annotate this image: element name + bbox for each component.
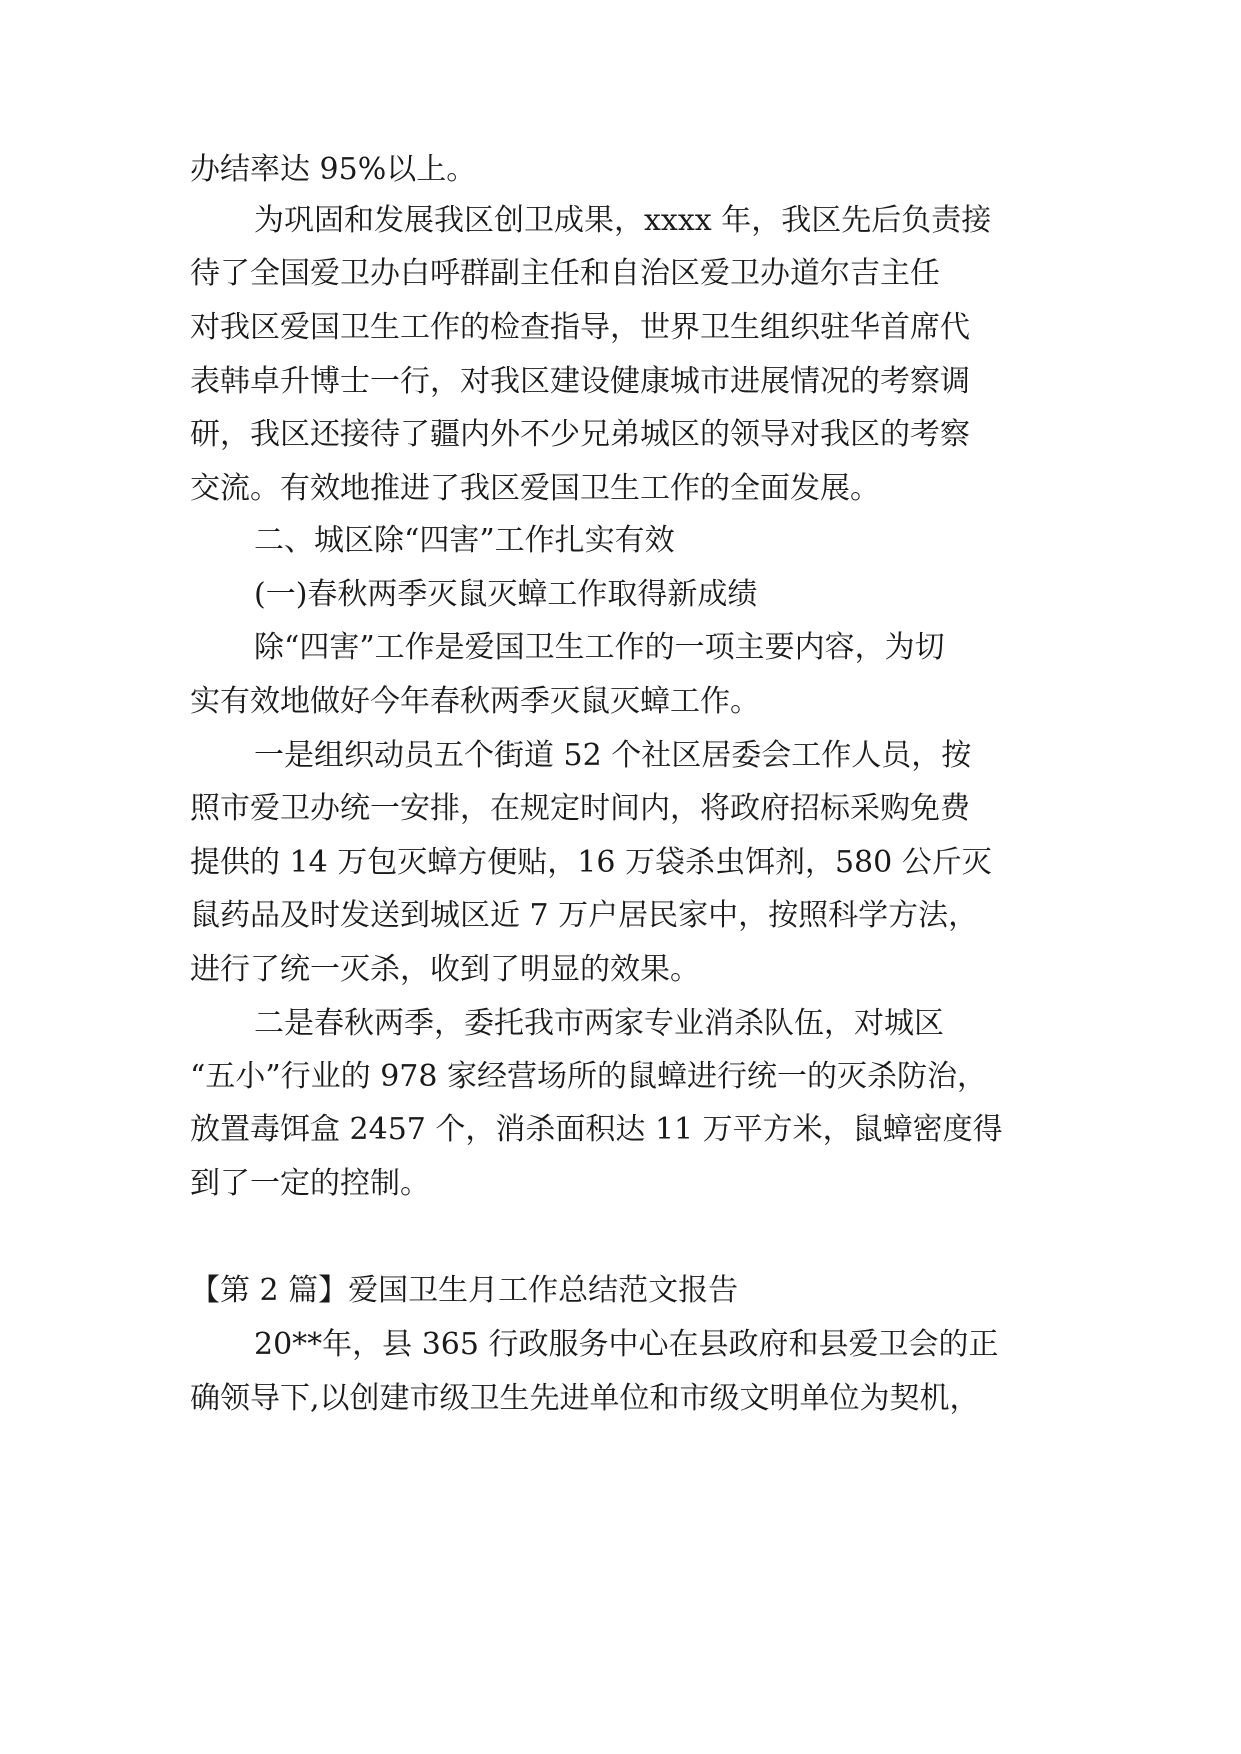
paragraph-line: 对我区爱国卫生工作的检查指导，世界卫生组织驻华首席代 (190, 310, 970, 345)
paragraph-line: 二是春秋两季，委托我市两家专业消杀队伍，对城区 (254, 1006, 944, 1041)
paragraph-line: “五小”行业的 978 家经营场所的鼠蟑进行统一的灭杀防治， (190, 1059, 988, 1094)
paragraph-line: 照市爱卫办统一安排，在规定时间内，将政府招标采购免费 (190, 791, 970, 826)
paragraph-line: 进行了统一灭杀，收到了明显的效果。 (190, 952, 700, 987)
paragraph-line: 确领导下,以创建市级卫生先进单位和市级文明单位为契机， (190, 1381, 980, 1416)
paragraph-line: 待了全国爱卫办白呼群副主任和自治区爱卫办道尔吉主任 (190, 256, 940, 291)
paragraph-line: 到了一定的控制。 (190, 1166, 430, 1201)
paragraph-line: 20**年，县 365 行政服务中心在县政府和县爱卫会的正 (254, 1327, 999, 1362)
paragraph-line: 鼠药品及时发送到城区近 7 万户居民家中，按照科学方法， (190, 898, 979, 933)
paragraph-line: 一是组织动员五个街道 52 个社区居委会工作人员，按 (254, 738, 972, 773)
section-heading: 二、城区除“四害”工作扎实有效 (254, 523, 675, 558)
article-heading: 【第 2 篇】爱国卫生月工作总结范文报告 (190, 1273, 739, 1308)
paragraph-line: 交流。有效地推进了我区爱国卫生工作的全面发展。 (190, 471, 880, 506)
paragraph-line: 实有效地做好今年春秋两季灭鼠灭蟑工作。 (190, 684, 760, 719)
paragraph-line: 为巩固和发展我区创卫成果，xxxx 年，我区先后负责接 (254, 203, 992, 238)
paragraph-line: 办结率达 95%以上。 (190, 152, 477, 187)
paragraph-line: 除“四害”工作是爱国卫生工作的一项主要内容，为切 (254, 630, 945, 665)
paragraph-line: 放置毒饵盒 2457 个，消杀面积达 11 万平方米，鼠蟑密度得 (190, 1112, 1003, 1147)
paragraph-line: 表韩卓升博士一行，对我区建设健康城市进展情况的考察调 (190, 364, 970, 399)
subsection-heading: (一)春秋两季灭鼠灭蟑工作取得新成绩 (254, 577, 758, 612)
paragraph-line: 研，我区还接待了疆内外不少兄弟城区的领导对我区的考察 (190, 417, 970, 452)
paragraph-line: 提供的 14 万包灭蟑方便贴，16 万袋杀虫饵剂，580 公斤灭 (190, 845, 992, 880)
